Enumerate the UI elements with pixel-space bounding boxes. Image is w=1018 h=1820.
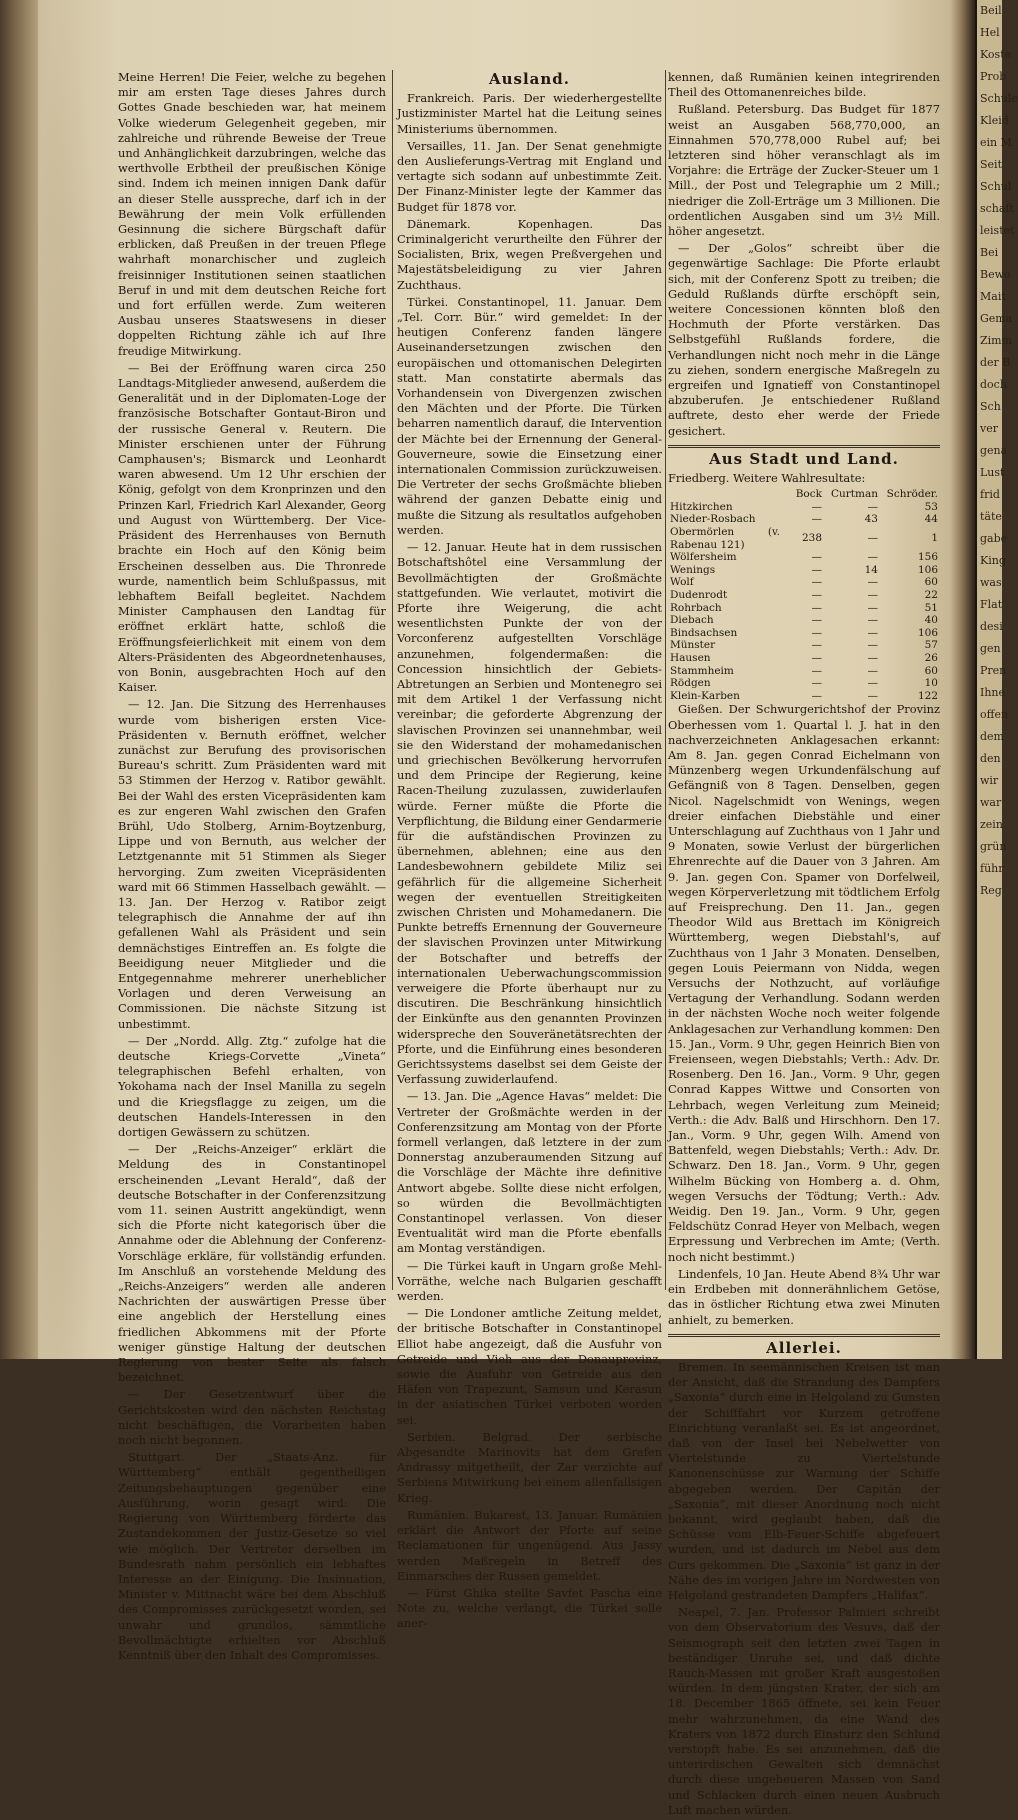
edge-fragment: King bbox=[980, 554, 1006, 567]
vote-count-cell: — bbox=[811, 513, 822, 526]
table-row bbox=[668, 589, 940, 602]
paragraph: — 12. Jan. Die Sitzung des Herrenhauses wurde vom bisherigen ersten Vice-Präsidenten v. Bernuth eröffnet, welcher zunächst zur Berufung des provisorischen Bureau's schritt. Zum Präsidenten ward mit 53 Stimmen der Herzog v. Ratibor gewählt. Bei der Wahl des ersten Vicepräsidenten kam es zur engeren Wahl zwischen den Grafen Brühl, Udo Stolberg, Arnim-Boytzenburg, Lippe und von Bernuth, aus welcher der Letztgenannte mit 51 Stimmen als Sieger hervorging. Zum zweiten Vicepräsidenten ward mit 66 Stimmen Hasselbach gewählt. — 13. Jan. Der Herzog v. Ratibor zeigt telegraphisch die Annahme der auf ihn gefallenen Wahl als Präsident und sein demnächstiges Eintreffen an. Es folgte die Beeidigung neuer Mitglieder und die Entgegennahme mehrerer unerheblicher Vorlagen und deren Verweisung an Commissionen. Die nächste Sitzung ist unbestimmt. bbox=[118, 697, 386, 1031]
edge-fragment: Mait bbox=[980, 290, 1006, 303]
table-row bbox=[668, 652, 940, 665]
table-row bbox=[668, 677, 940, 690]
edge-fragment: zein bbox=[980, 818, 1003, 831]
edge-fragment: Prob bbox=[980, 70, 1007, 83]
edge-fragment: Kleid bbox=[980, 114, 1009, 127]
table-row bbox=[668, 614, 940, 627]
vote-count-cell: — bbox=[811, 689, 822, 702]
place-name-cell: Obermörlen (v. Rabenau 121) bbox=[670, 526, 780, 551]
section-divider bbox=[668, 445, 940, 448]
edge-fragment: wir bbox=[980, 774, 999, 787]
edge-fragment: Hel bbox=[980, 26, 1000, 39]
paragraph: Frankreich. Paris. Der wiederhergestellte Justizminister Martel hat die Leitung seines Ministeriums übernommen. bbox=[397, 91, 662, 136]
vote-count-cell: 43 bbox=[864, 513, 878, 526]
edge-fragment: Bei bbox=[980, 246, 999, 259]
paragraph: — Bei der Eröffnung waren circa 250 Landtags-Mitglieder anwesend, außerdem die Generalität und in der Diplomaten-Loge der französische Botschafter Gontaut-Biron und der russische General v. Reutern. Die Minister erschienen unter der Führung Camphausen's; Bismarck und Leonhardt waren abwesend. Um 12 Uhr erschien der König, gefolgt von dem Kronprinzen und den Prinzen Karl, Friedrich Karl Alexander, Georg und August von Württemberg. Der Vice-Präsident des Herrenhauses von Bernuth brachte ein Hoch auf den König beim Erscheinen desselben aus. Die Thronrede wurde, namentlich beim Schlußpassus, mit lebhaftem Beifall begleitet. Nachdem Minister Camphausen den Landtag für eröffnet erklärt hatte, schloß die Eröffnungsfeierlichkeit mit einem von dem Alters-Präsidenten des Abgeordnetenhauses, von Bonin, ausgebrachten Hoch auf den Kaiser. bbox=[118, 360, 386, 695]
table-header: Schröder. bbox=[886, 488, 938, 501]
place-name-cell: Hitzkirchen bbox=[670, 500, 733, 513]
vote-count-cell: 26 bbox=[924, 652, 938, 664]
table-row bbox=[668, 627, 940, 640]
place-name-cell: Wolf bbox=[670, 576, 694, 589]
vote-count-cell: — bbox=[867, 626, 878, 639]
edge-fragment: Seit bbox=[980, 158, 1002, 171]
paragraph: — Die Londoner amtliche Zeitung meldet, der britische Botschafter in Constantinopel Elliot habe angezeigt, daß die Ausfuhr von Getreide und Vieh aus der Donauprovinz, sowie die Ausfuhr von Getreide aus den Häfen von Trapezunt, Samsun und Kerasun in der asiatischen Türkei verboten worden sei. bbox=[397, 1306, 662, 1427]
vote-count-cell: — bbox=[867, 652, 878, 664]
table-row bbox=[668, 564, 940, 577]
edge-fragment: frid bbox=[980, 488, 1000, 501]
paragraph: — 12. Januar. Heute hat in dem russischen Botschaftshôtel eine Versammlung der Bevollmächtigten der Großmächte stattgefunden. Wie verlautet, motivirt die Pforte ihre Weigerung, die acht wesentlichsten Punkte der von der Vorconferenz aufgestellten Vorschläge anzunehmen, folgendermaßen: die Concession hinsichtlich der Gebiets-Abtretungen an Serbien und Montenegro sei mit dem Artikel 1 der Verfassung nicht vereinbar; die geforderte Abgrenzung der slavischen Provinzen sei unannehmbar, weil sie den Widerstand der mohamedanischen und griechischen Bevölkerung hervorrufen und dem Principe der Regierung, keine Racen-Theilung zuzulassen, zuwiderlaufen würde. Ferner müßte die Pforte die Verpflichtung, die Bildung einer Gendarmerie für die aufständischen Provinzen zu übernehmen, ablehnen; eine aus den Landesbewohnern gebildete Miliz sei gefährlich für die allgemeine Sicherheit wegen der eventuellen Streitigkeiten zwischen Christen und Mohamedanern. Die Punkte betreffs Ernennung der Gouverneure der slavischen Provinzen unter Mitwirkung der Botschafter und betreffs der internationalen Ueberwachungscommission verweigere die Pforte überhaupt nur zu discutiren. Die Beschränkung hinsichtlich der Einkünfte aus den genannten Provinzen widerspreche den Souveränetätsrechten der Pforte, und die Einführung eines besonderen Gerichtssystems daselbst sei dem Geiste der Verfassung zuwiderlaufend. bbox=[397, 540, 662, 1087]
vote-count-cell: — bbox=[867, 677, 878, 690]
paragraph: Dänemark. Kopenhagen. Das Criminalgericht verurtheilte den Führer der Socialisten, Brix, wegen Preßvergehen und Majestätsbeleidigung zu vier Jahren Zuchthaus. bbox=[397, 216, 662, 292]
election-results-table bbox=[668, 488, 940, 702]
column-right bbox=[668, 70, 940, 1820]
edge-fragment: führ bbox=[980, 862, 1004, 875]
table-row bbox=[668, 690, 940, 703]
table-row bbox=[668, 513, 940, 526]
edge-fragment: ein M bbox=[980, 136, 1012, 149]
paragraph: — Der „Reichs-Anzeiger“ erklärt die Meldung des in Constantinopel erscheinenden „Levant Herald“, daß der deutsche Botschafter in der Conferenzsitzung vom 11. seinen Austritt angekündigt, wenn sich die Pforte nicht kategorisch über die Annahme oder die Ablehnung der Conferenz-Vorschläge erkläre, für vollständig erfunden. Im Anschluß an vorstehende Meldung des „Reichs-Anzeigers“ werden alle anderen Nachrichten der auswärtigen Presse über eine angeblich der Herstellung eines friedlichen Abkommens mit der Pforte weniger günstige Haltung der deutschen Regierung von bester Seite als falsch bezeichnet. bbox=[118, 1142, 386, 1385]
vote-count-cell: — bbox=[811, 677, 822, 690]
vote-count-cell: 156 bbox=[917, 551, 938, 564]
adjacent-page-edge bbox=[975, 0, 1018, 1359]
vote-count-cell: 22 bbox=[924, 589, 938, 602]
edge-fragment: Gema bbox=[980, 312, 1013, 325]
edge-fragment: war bbox=[980, 796, 1002, 809]
vote-count-cell: — bbox=[867, 614, 878, 627]
paragraph: — Der Gesetzentwurf über die Gerichtskosten wird den nächsten Reichstag nicht beschäftigen, die Vorarbeiten haben noch nicht begonnen. bbox=[118, 1387, 386, 1448]
column-left bbox=[118, 70, 386, 1665]
vote-count-cell: 44 bbox=[924, 513, 938, 526]
edge-fragment: gen bbox=[980, 642, 1001, 655]
edge-fragment: Beil bbox=[980, 4, 1002, 17]
edge-fragment: grün bbox=[980, 840, 1007, 853]
section-heading-ausland: Ausland. bbox=[488, 70, 571, 88]
edge-fragment: desi bbox=[980, 620, 1003, 633]
paragraph: Serbien. Belgrad. Der serbische Abgesandte Marinovits hat dem Grafen Andrassy mitgetheilt, der Zar verzichte auf Serbiens Mitwirkung bei einem allenfallsigen Krieg. bbox=[397, 1429, 662, 1505]
table-row bbox=[668, 639, 940, 652]
vote-count-cell: — bbox=[811, 500, 822, 513]
edge-fragment: Schule bbox=[980, 92, 1018, 105]
vote-count-cell: 122 bbox=[917, 689, 938, 702]
vote-count-cell: — bbox=[811, 652, 822, 664]
election-intro: Friedberg. Weitere Wahlresultate: bbox=[668, 471, 866, 486]
paragraph: — Der „Nordd. Allg. Ztg.“ zufolge hat die deutsche Kriegs-Corvette „Vineta“ telegraphischen Befehl erhalten, von Yokohama nach der Insel Manilla zu segeln und die Kriegsflagge zu zeigen, um die deutschen Handels-Interessen in den dortigen Gewässern zu schützen. bbox=[118, 1033, 386, 1140]
paragraph: Rußland. Petersburg. Das Budget für 1877 weist an Ausgaben 568,770,000, an Einnahmen 570,778,000 Rubel auf; bei letzteren sind höher veranschlagt als im Vorjahre: die Erträge der Zucker-Steuer um 1 Mill., der Post und Telegraphie um 2 Mill.; niedriger die Zoll-Erträge um 3 Millionen. Die ordentlichen Ausgaben sind um 3½ Mill. höher angesetzt. bbox=[668, 102, 940, 239]
vote-count-cell: — bbox=[811, 639, 822, 652]
edge-fragment: Zimm bbox=[980, 334, 1013, 347]
paragraph: — Der „Golos“ schreibt über die gegenwärtige Sachlage: Die Pforte erlaubt sich, mit der Conferenz Spott zu treiben; die Geduld Rußlands dürfte erschöpft sein, weitere Concessionen könnten bloß den Hochmuth der Pforte verstärken. Das Selbstgefühl Rußlands fordere, die Verhandlungen nicht noch mehr in die Länge zu ziehen, sondern energische Maßregeln zu ergreifen und Ignatieff von Constantinopel abzuberufen. Je entschiedener Rußland auftrete, desto eher werde der Friede gesichert. bbox=[668, 241, 940, 438]
paragraph: kennen, daß Rumänien keinen integrirenden Theil des Ottomanenreiches bilde. bbox=[668, 70, 940, 100]
table-row bbox=[668, 602, 940, 615]
vote-count-cell: — bbox=[811, 626, 822, 639]
edge-fragment: ver bbox=[980, 422, 998, 435]
vote-count-cell: — bbox=[867, 532, 878, 545]
vote-count-cell: — bbox=[811, 664, 822, 677]
paragraph: — Fürst Ghika stellte Savfet Pascha eine Note zu, welche verlangt, die Türkei solle aner- bbox=[397, 1585, 662, 1631]
paragraph: Türkei. Constantinopel, 11. Januar. Dem „Tel. Corr. Bür.“ wird gemeldet: In der heutigen Conferenz fanden längere Auseinandersetzungen zwischen den europäischen und ottomanischen Delegirten statt. Man constatirte abermals das Vorhandensein von Divergenzen zwischen den Mächten und der Pforte. Die Türken beharren namentlich darauf, die Intervention der Mächte bei der Ernennung der General-Gouverneure, sowie die Einsetzung einer internationalen Commission zurückzuweisen. Die Vertreter der sechs Großmächte blieben während der ganzen Debatte einig und mußte die Sitzung als resultatlos aufgehoben werden. bbox=[397, 294, 662, 537]
paragraph: — 13. Jan. Die „Agence Havas“ meldet: Die Vertreter der Großmächte werden in der Conferenzsitzung am Montag von der Pforte formell verlangen, daß letztere in der zum Donnerstag anzuberaumenden Sitzung auf die Vorschläge der Mächte ihre definitive Antwort abgebe. Sollte diese nicht erfolgen, so würden die Bevollmächtigten Constantinopel verlassen. Von dieser Eventualität wird man die Pforte ebenfalls am Montag verständigen. bbox=[397, 1089, 662, 1256]
place-name-cell: Nieder-Rosbach bbox=[670, 513, 756, 526]
vote-count-cell: — bbox=[867, 589, 878, 602]
vote-count-cell: 57 bbox=[924, 639, 938, 652]
column-divider bbox=[665, 70, 666, 1290]
vote-count-cell: — bbox=[867, 601, 878, 614]
edge-fragment: Flat bbox=[980, 598, 1003, 611]
vote-count-cell: — bbox=[811, 589, 822, 602]
place-name-cell: Stammheim bbox=[670, 664, 734, 677]
vote-count-cell: 53 bbox=[924, 500, 938, 513]
paragraph: Neapel, 7. Jan. Professor Palmieri schreibt von dem Observatorium des Vesuvs, daß der Seismograph seit den letzten zwei Tagen in beständiger Unruhe sei, und daß dichte Rauch-Massen mit großer Kraft ausgestoßen würden. In dem jüngsten Krater, der sich am 18. December 1865 öffnete, sei kein Feuer mehr wahrzunehmen, da eine Wand des Kraters von 1872 durch Einsturz den Schlund verstopft habe. Es sei anzunehmen, daß die unterirdischen Gewalten sich demnächst durch diese ungeheueren Massen von Sand und Schlacken durch einen neuen Ausbruch Luft machen würden. bbox=[668, 1605, 940, 1817]
paragraph: — Die Türkei kauft in Ungarn große Mehl-Vorräthe, welche nach Bulgarien geschafft werden. bbox=[397, 1258, 662, 1304]
vote-count-cell: — bbox=[811, 614, 822, 627]
edge-fragment: was bbox=[980, 576, 1002, 589]
vote-count-cell: — bbox=[811, 576, 822, 589]
vote-count-cell: — bbox=[867, 689, 878, 702]
table-row bbox=[668, 501, 940, 514]
edge-fragment: täte bbox=[980, 510, 1002, 523]
section-heading-stadt-land: Aus Stadt und Land. bbox=[709, 449, 899, 468]
vote-count-cell: 1 bbox=[931, 532, 938, 545]
vote-count-cell: 14 bbox=[864, 563, 878, 576]
vote-count-cell: — bbox=[867, 500, 878, 513]
place-name-cell: Wölfersheim bbox=[670, 551, 737, 564]
vote-count-cell: 51 bbox=[924, 601, 938, 614]
edge-fragment: Ihne bbox=[980, 686, 1006, 699]
edge-fragment: offen bbox=[980, 708, 1009, 721]
place-name-cell: Rödgen bbox=[670, 677, 711, 690]
place-name-cell: Dudenrodt bbox=[670, 589, 728, 602]
place-name-cell: Diebach bbox=[670, 614, 714, 627]
table-row bbox=[668, 551, 940, 564]
edge-fragment: Reg bbox=[980, 884, 1002, 897]
page-stain bbox=[38, 0, 108, 1359]
edge-fragment: Schul bbox=[980, 180, 1012, 193]
vote-count-cell: — bbox=[811, 601, 822, 614]
edge-fragment: dem bbox=[980, 730, 1004, 743]
column-divider bbox=[392, 70, 393, 1290]
edge-fragment: leistet bbox=[980, 224, 1015, 237]
table-row bbox=[668, 665, 940, 678]
vote-count-cell: 40 bbox=[924, 614, 938, 627]
place-name-cell: Wenings bbox=[670, 563, 716, 576]
place-name-cell: Bindsachsen bbox=[670, 626, 738, 639]
paragraph: Bremen. In seemännischen Kreisen ist man der Ansicht, daß die Strandung des Dampfers „Saxonia“ durch eine in Helgoland zu Gunsten der Schifffahrt vor Kurzem getroffene Einrichtung veranlaßt sei. Es ist angeordnet, daß von der Insel bei Nebelwetter von Viertelstunde zu Viertelstunde Kanonenschüsse zur Warnung der Schiffe abgegeben werden. Der Capitän der „Saxonia“, mit dieser Anordnung noch nicht bekannt, wird geglaubt haben, daß die Schüsse vom Elb-Feuer-Schiffe abgefeuert wurden, und ist dadurch im Nebel aus dem Curs gekommen. Die „Saxonia“ ist ganz in der Nähe des im vorigen Jahre im Nordwesten von Helgoland gestrandeten Dampfers „Halifax“. bbox=[668, 1359, 940, 1602]
edge-fragment: Koste bbox=[980, 48, 1012, 61]
table-row bbox=[668, 576, 940, 589]
edge-fragment: schaft bbox=[980, 202, 1014, 215]
section-divider bbox=[668, 1334, 940, 1337]
binding-edge bbox=[0, 0, 38, 1359]
vote-count-cell: 60 bbox=[924, 664, 938, 677]
table-header: Bock bbox=[795, 488, 822, 501]
place-name-cell: Rohrbach bbox=[670, 601, 722, 614]
place-name-cell: Hausen bbox=[670, 652, 711, 664]
edge-fragment: doch bbox=[980, 378, 1007, 391]
vote-count-cell: — bbox=[867, 551, 878, 564]
paragraph: Meine Herren! Die Feier, welche zu begehen mir am ersten Tage dieses Jahres durch Gottes Gnade beschieden war, hat meinem Volke wiederum Gelegenheit gegeben, mir zahlreiche und rührende Beweise der Treue und Anhänglichkeit darzubringen, welche das werthvolle Erbtheil der preußischen Könige sind. Indem ich meinen innigen Dank dafür an dieser Stelle ausspreche, darf ich in der Bewährung der mein Volk erfüllenden Gesinnung die sichere Bürgschaft dafür erblicken, daß Preußen in der treuen Pflege wahrhaft monarchischer und zugleich freisinniger Institutionen seinen staatlichen Beruf in und mit dem deutschen Reiche fort und fort erfüllen werde. Zum weiteren Ausbau unseres Staatswesens in dieser doppelten Richtung zähle ich auf Ihre freudige Mitwirkung. bbox=[118, 70, 386, 358]
vote-count-cell: — bbox=[811, 551, 822, 564]
paragraph: Versailles, 11. Jan. Der Senat genehmigte den Auslieferungs-Vertrag mit England und vertagte sich sodann auf unbestimmte Zeit. Der Finanz-Minister legte der Kammer das Budget für 1878 vor. bbox=[397, 138, 662, 214]
vote-count-cell: — bbox=[867, 576, 878, 589]
edge-fragment: den bbox=[980, 752, 1001, 765]
edge-fragment: gena bbox=[980, 444, 1008, 457]
vote-count-cell: 106 bbox=[917, 626, 938, 639]
edge-fragment: Bewo bbox=[980, 268, 1011, 281]
vote-count-cell: 238 bbox=[801, 532, 822, 545]
paragraph: Gießen. Der Schwurgerichtshof der Provinz Oberhessen vom 1. Quartal l. J. hat in den nachverzeichneten Anklagesachen erkannt: Am 8. Jan. gegen Conrad Eichelmann von Münzenberg wegen Urkundenfälschung auf Gefängniß von 8 Tagen. Denselben, gegen Nicol. Nagelschmidt von Wenings, wegen dreier einfachen Diebstähle und einer Unterschlagung auf Zuchthaus von 1 Jahr und 9 Monaten, sowie Verlust der bürgerlichen Ehrenrechte auf die Dauer von 3 Jahren. Am 9. Jan. gegen Con. Spamer von Dorfelweil, wegen Körperverletzung mit tödtlichem Erfolg auf Freisprechung. Den 11. Jan., gegen Theodor Wild aus Brettach im Königreich Württemberg, wegen Diebstahl's, auf Zuchthaus von 1 Jahr 3 Monaten. Denselben, gegen Louis Peiermann von Nidda, wegen Versuchs der Nothzucht, auf vorläufige Vertagung der Verhandlung. Sodann werden in der nächsten Woche noch weiter folgende Anklagesachen zur Verhandlung kommen: Den 15. Jan., Vorm. 9 Uhr, gegen Heinrich Bien von Freienseen, wegen Diebstahls; Verth.: Adv. Dr. Rosenberg. Den 16. Jan., Vorm. 9 Uhr, gegen Conrad Kappes Wittwe und Consorten von Lehrbach, wegen Verleitung zum Meineid; Verth.: die Adv. Balß und Hirschhorn. Den 17. Jan., Vorm. 9 Uhr, gegen Wilh. Amend von Battenfeld, wegen Diebstahls; Verth.: Adv. Dr. Schwarz. Den 18. Jan., Vorm. 9 Uhr, gegen Wilhelm Bücking von Homberg a. d. Ohm, wegen Versuchs der Tödtung; Verth.: Adv. Weidig. Den 19. Jan., Vorm. 9 Uhr, gegen Feldschütz Conrad Heyer von Melbach, wegen Erpressung und Verbrechen im Amte; (Verth. noch nicht bestimmt.) bbox=[668, 702, 940, 1264]
vote-count-cell: 10 bbox=[924, 677, 938, 690]
section-heading-allerlei: Allerlei. bbox=[766, 1338, 842, 1357]
paragraph: Lindenfels, 10 Jan. Heute Abend 8¾ Uhr war ein Erdbeben mit donnerähnlichem Getöse, das in östlicher Richtung etwa zwei Minuten anhielt, zu bemerken. bbox=[668, 1266, 940, 1327]
paragraph: Rumänien. Bukarest, 13. Januar. Rumänien erklärt die Antwort der Pforte auf seine Reclamationen für ungenügend. Aus Jassy werden Maßregeln in Betreff des Einmarsches der Russen gemeldet. bbox=[397, 1507, 662, 1583]
edge-fragment: Sch bbox=[980, 400, 1001, 413]
edge-fragment: gabe bbox=[980, 532, 1008, 545]
edge-fragment: Pren bbox=[980, 664, 1007, 677]
vote-count-cell: 106 bbox=[917, 563, 938, 576]
place-name-cell: Münster bbox=[670, 639, 716, 652]
vote-count-cell: — bbox=[867, 664, 878, 677]
paragraph: Stuttgart. Der „Staats-Anz. für Württemberg“ enthält gegentheiligen Zeitungsbehauptungen gegenüber eine Ausführung, worin gesagt wird: Die Regierung von Württemberg förderte das Zustandekommen der Justiz-Gesetze so viel wie möglich. Der Vertreter derselben im Bundesrath nahm persönlich ein lebhaftes Interesse an der Einigung. Die Insinuation, Minister v. Mittnacht wäre bei dem Abschluß des Compromisses zurückgesetzt worden, sei unwahr und grundlos, sämmtliche Bevollmächtigte erhielten vor Abschluß Kenntniß über den Inhalt des Compromisses. bbox=[118, 1450, 386, 1662]
edge-fragment: Lust bbox=[980, 466, 1005, 479]
edge-fragment: der B bbox=[980, 356, 1011, 369]
column-middle bbox=[397, 70, 662, 1634]
place-name-cell: Klein-Karben bbox=[670, 689, 740, 702]
table-row bbox=[668, 526, 940, 551]
vote-count-cell: 60 bbox=[924, 576, 938, 589]
vote-count-cell: — bbox=[867, 639, 878, 652]
table-header: Curtman bbox=[830, 488, 878, 501]
vote-count-cell: — bbox=[811, 563, 822, 576]
